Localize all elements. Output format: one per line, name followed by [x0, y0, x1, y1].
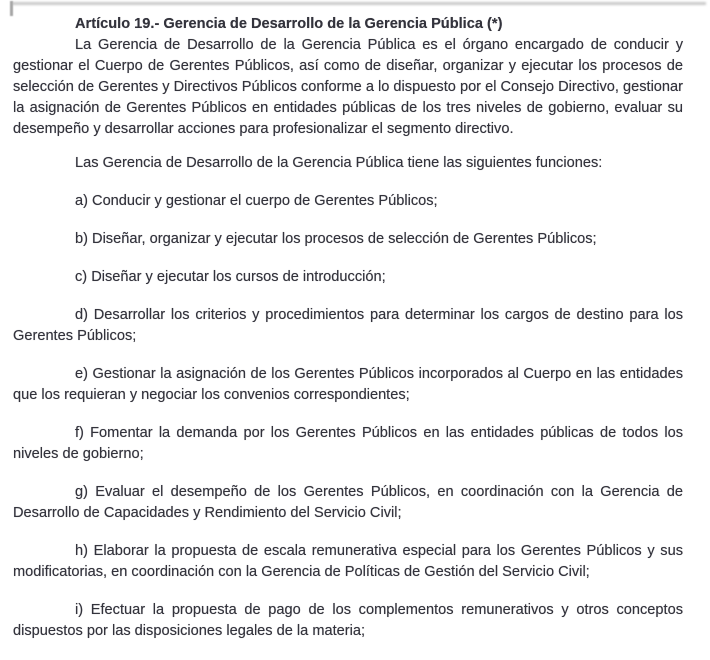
article-intro-paragraph: La Gerencia de Desarrollo de la Gerencia Pública es el órgano encargado de conducir y gestionar el Cuerpo de Gerentes Públicos, así como de diseñar, organizar y ejecutar los procesos de selección de Gerentes y Directivos Públicos conforme a lo dispuesto por el Consejo Directivo, gestionar la asignación de Gerentes Públicos en entidades públicas de los tres niveles de gobierno, evaluar su desempeño y desarrollar acciones para profesionalizar el segmento directivo. [13, 37, 684, 137]
article-title: Artículo 19.- Gerencia de Desarrollo de la Gerencia Pública (*) [75, 16, 503, 32]
function-item-h: h) Elaborar la propuesta de escala remunerativa especial para los Gerentes Públicos y sus modificatorias, en coordinación con la Gerencia de Políticas de Gestión del Servicio Civil; [13, 543, 683, 580]
article-text-block [0, 14, 710, 659]
function-item-i: i) Efectuar la propuesta de pago de los complementos remunerativos y otros conceptos dispuestos por las disposiciones legales de la materia; [13, 602, 683, 639]
scan-artifact-top-line [12, 2, 706, 5]
function-item-c: c) Diseñar y ejecutar los cursos de introducción; [75, 269, 386, 285]
function-item-b: b) Diseñar, organizar y ejecutar los procesos de selección de Gerentes Públicos; [75, 231, 597, 247]
function-item-e: e) Gestionar la asignación de los Gerentes Públicos incorporados al Cuerpo en las entidades que los requieran y negociar los convenios correspondientes; [13, 366, 683, 403]
function-item-g: g) Evaluar el desempeño de los Gerentes Públicos, en coordinación con la Gerencia de Desarrollo de Capacidades y Rendimiento del Servicio Civil; [13, 484, 683, 521]
functions-intro-paragraph: Las Gerencia de Desarrollo de la Gerencia Pública tiene las siguientes funciones: [75, 155, 603, 171]
function-item-a: a) Conducir y gestionar el cuerpo de Gerentes Públicos; [75, 193, 438, 209]
function-item-f: f) Fomentar la demanda por los Gerentes Públicos en las entidades públicas de todos los niveles de gobierno; [13, 425, 683, 462]
function-item-d: d) Desarrollar los criterios y procedimientos para determinar los cargos de destino para los Gerentes Públicos; [13, 307, 683, 344]
